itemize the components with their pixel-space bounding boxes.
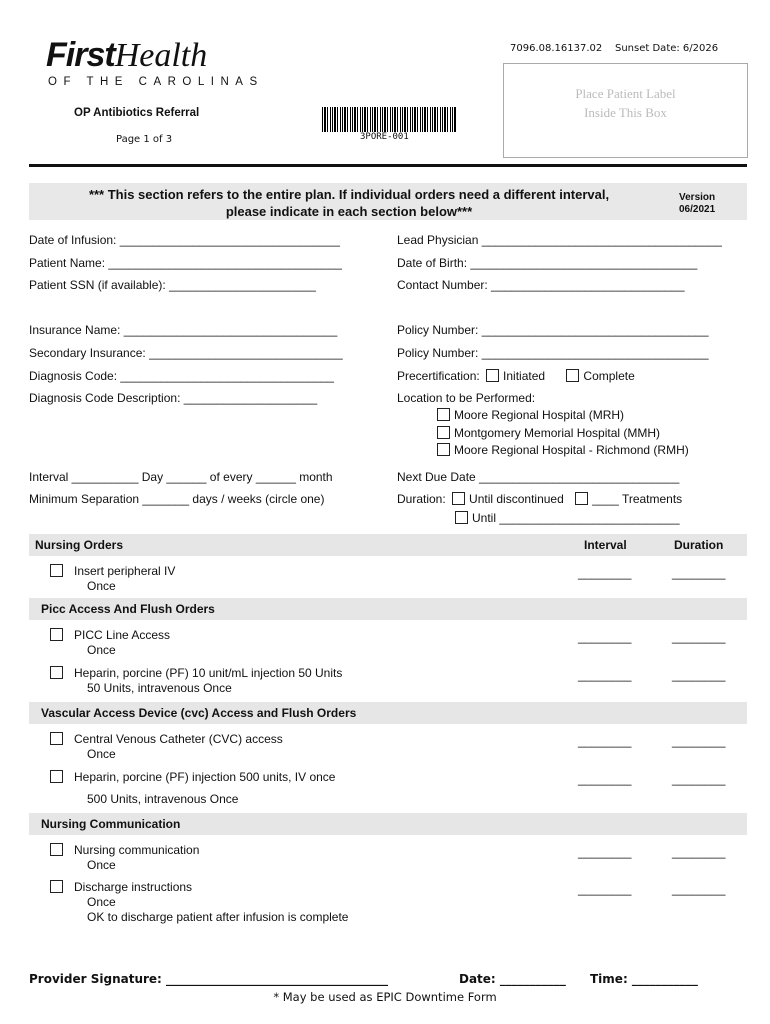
location-rmh-checkbox[interactable] xyxy=(437,443,450,456)
location-mmh-checkbox[interactable] xyxy=(437,426,450,439)
order-title: Heparin, porcine (PF) 10 unit/mL injection 50 Units xyxy=(74,666,343,680)
order-checkbox[interactable] xyxy=(50,732,63,745)
banner-line1: *** This section refers to the entire plan. If individual orders need a different interval, xyxy=(88,187,610,202)
order-interval-blank[interactable]: ________ xyxy=(578,630,632,644)
page-number: Page 1 of 3 xyxy=(116,134,173,145)
diagnosis-code-field[interactable]: Diagnosis Code: ________________________________ xyxy=(29,369,334,383)
order-checkbox[interactable] xyxy=(50,880,63,893)
insurance-name-field[interactable]: Insurance Name: ________________________________ xyxy=(29,323,338,337)
order-note: OK to discharge patient after infusion is complete xyxy=(87,910,349,924)
order-checkbox[interactable] xyxy=(50,564,63,577)
next-due-date-field[interactable]: Next Due Date ______________________________ xyxy=(397,470,680,484)
secondary-insurance-field[interactable]: Secondary Insurance: _____________________________ xyxy=(29,346,343,360)
order-checkbox[interactable] xyxy=(50,770,63,783)
date-of-infusion-field[interactable]: Date of Infusion: _________________________________ xyxy=(29,233,340,247)
form-number: 7096.08.16137.02 xyxy=(510,43,603,54)
location-label: Location to be Performed: xyxy=(397,391,536,405)
order-interval-blank[interactable]: ________ xyxy=(578,772,632,786)
section-nursing-orders xyxy=(29,534,747,556)
section-vascular-access xyxy=(29,702,747,724)
precert-complete-checkbox[interactable] xyxy=(566,369,579,382)
patient-label-box xyxy=(503,63,748,158)
diagnosis-description-field[interactable]: Diagnosis Code Description: ____________________ xyxy=(29,391,318,405)
duration-until-label[interactable]: Until ___________________________ xyxy=(472,511,680,525)
order-frequency: 500 Units, intravenous Once xyxy=(87,792,239,806)
duration-until-option xyxy=(455,511,680,525)
location-mrh-label: Moore Regional Hospital (MRH) xyxy=(454,408,625,422)
order-checkbox[interactable] xyxy=(50,666,63,679)
signature-date-field[interactable]: Date: ___________ xyxy=(459,972,566,986)
order-checkbox[interactable] xyxy=(50,843,63,856)
location-mmh-label: Montgomery Memorial Hospital (MMH) xyxy=(454,426,661,440)
order-interval-blank[interactable]: ________ xyxy=(578,845,632,859)
label-box-line2: Inside This Box xyxy=(584,105,667,120)
banner-line2: please indicate in each section below*** xyxy=(225,204,473,219)
location-rmh-option xyxy=(437,443,689,457)
order-duration-blank[interactable]: ________ xyxy=(672,845,726,859)
section-title: Nursing Communication xyxy=(41,817,181,831)
precert-label: Precertification: xyxy=(397,369,480,383)
order-title: Insert peripheral IV xyxy=(74,564,176,578)
precert-complete-label: Complete xyxy=(583,369,635,383)
contact-number-field[interactable]: Contact Number: _____________________________ xyxy=(397,278,685,292)
location-mrh-checkbox[interactable] xyxy=(437,408,450,421)
order-title: Discharge instructions xyxy=(74,880,193,894)
barcode-text: 3PORE-001 xyxy=(360,132,409,142)
policy-number-field-1[interactable]: Policy Number: __________________________________ xyxy=(397,323,709,337)
provider-signature-field[interactable]: Provider Signature: _____________________________________ xyxy=(29,972,389,986)
location-mrh-option xyxy=(437,408,624,422)
order-frequency: 50 Units, intravenous Once xyxy=(87,681,232,695)
precert-initiated-checkbox[interactable] xyxy=(486,369,499,382)
patient-name-field[interactable]: Patient Name: ___________________________________ xyxy=(29,256,342,270)
order-duration-blank[interactable]: ________ xyxy=(672,668,726,682)
order-frequency: Once xyxy=(87,895,116,909)
order-title: PICC Line Access xyxy=(74,628,171,642)
order-interval-blank[interactable]: ________ xyxy=(578,734,632,748)
sunset-date: Sunset Date: 6/2026 xyxy=(615,43,719,54)
order-duration-blank[interactable]: ________ xyxy=(672,734,726,748)
section-nursing-communication xyxy=(29,813,747,835)
order-title: Central Venous Catheter (CVC) access xyxy=(74,732,283,746)
section-title: Picc Access And Flush Orders xyxy=(41,602,215,616)
minimum-separation-field[interactable]: Minimum Separation _______ days / weeks (circle one) xyxy=(29,492,325,506)
order-title: Nursing communication xyxy=(74,843,200,857)
duration-until-discontinued-label: Until discontinued xyxy=(469,492,564,506)
order-duration-blank[interactable]: ________ xyxy=(672,566,726,580)
logo-subtitle: OF THE CAROLINAS xyxy=(48,76,264,88)
form-title: OP Antibiotics Referral xyxy=(74,107,200,119)
duration-treatments-label[interactable]: ____ Treatments xyxy=(592,492,683,506)
order-duration-blank[interactable]: ________ xyxy=(672,772,726,786)
order-interval-blank[interactable]: ________ xyxy=(578,668,632,682)
precertification-row xyxy=(397,369,635,383)
order-duration-blank[interactable]: ________ xyxy=(672,630,726,644)
downtime-note: * May be used as EPIC Downtime Form xyxy=(273,990,497,1004)
location-mmh-option xyxy=(437,426,660,440)
order-title: Heparin, porcine (PF) injection 500 units, IV once xyxy=(74,770,336,784)
logo-health: Health xyxy=(114,37,208,74)
barcode xyxy=(322,107,456,132)
duration-until-checkbox[interactable] xyxy=(455,511,468,524)
location-rmh-label: Moore Regional Hospital - Richmond (RMH) xyxy=(454,443,689,457)
policy-number-field-2[interactable]: Policy Number: __________________________________ xyxy=(397,346,709,360)
section-picc-access xyxy=(29,598,747,620)
precert-initiated-label: Initiated xyxy=(503,369,546,383)
plan-banner xyxy=(29,183,747,220)
order-frequency: Once xyxy=(87,858,116,872)
patient-ssn-field[interactable]: Patient SSN (if available): ______________________ xyxy=(29,278,316,292)
lead-physician-field[interactable]: Lead Physician ____________________________________ xyxy=(397,233,722,247)
duration-row xyxy=(397,492,682,506)
order-frequency: Once xyxy=(87,747,116,761)
date-of-birth-field[interactable]: Date of Birth: __________________________________ xyxy=(397,256,698,270)
order-interval-blank[interactable]: ________ xyxy=(578,566,632,580)
order-frequency: Once xyxy=(87,643,116,657)
interval-field[interactable]: Interval __________ Day ______ of every ______ month xyxy=(29,470,333,484)
duration-treatments-checkbox[interactable] xyxy=(575,492,588,505)
order-frequency: Once xyxy=(87,579,116,593)
version-label: Version xyxy=(679,192,716,203)
duration-until-discontinued-checkbox[interactable] xyxy=(452,492,465,505)
label-box-line1: Place Patient Label xyxy=(575,86,676,101)
order-duration-blank[interactable]: ________ xyxy=(672,882,726,896)
duration-column-header: Duration xyxy=(674,538,724,552)
header-divider xyxy=(29,164,747,167)
interval-column-header: Interval xyxy=(584,538,627,552)
section-title: Nursing Orders xyxy=(35,538,124,552)
version-date: 06/2021 xyxy=(679,204,716,215)
order-checkbox[interactable] xyxy=(50,628,63,641)
signature-time-field[interactable]: Time: ___________ xyxy=(590,972,698,986)
section-title: Vascular Access Device (cvc) Access and Flush Orders xyxy=(41,706,357,720)
order-interval-blank[interactable]: ________ xyxy=(578,882,632,896)
logo-first: First xyxy=(46,36,115,74)
duration-label: Duration: xyxy=(397,492,446,506)
